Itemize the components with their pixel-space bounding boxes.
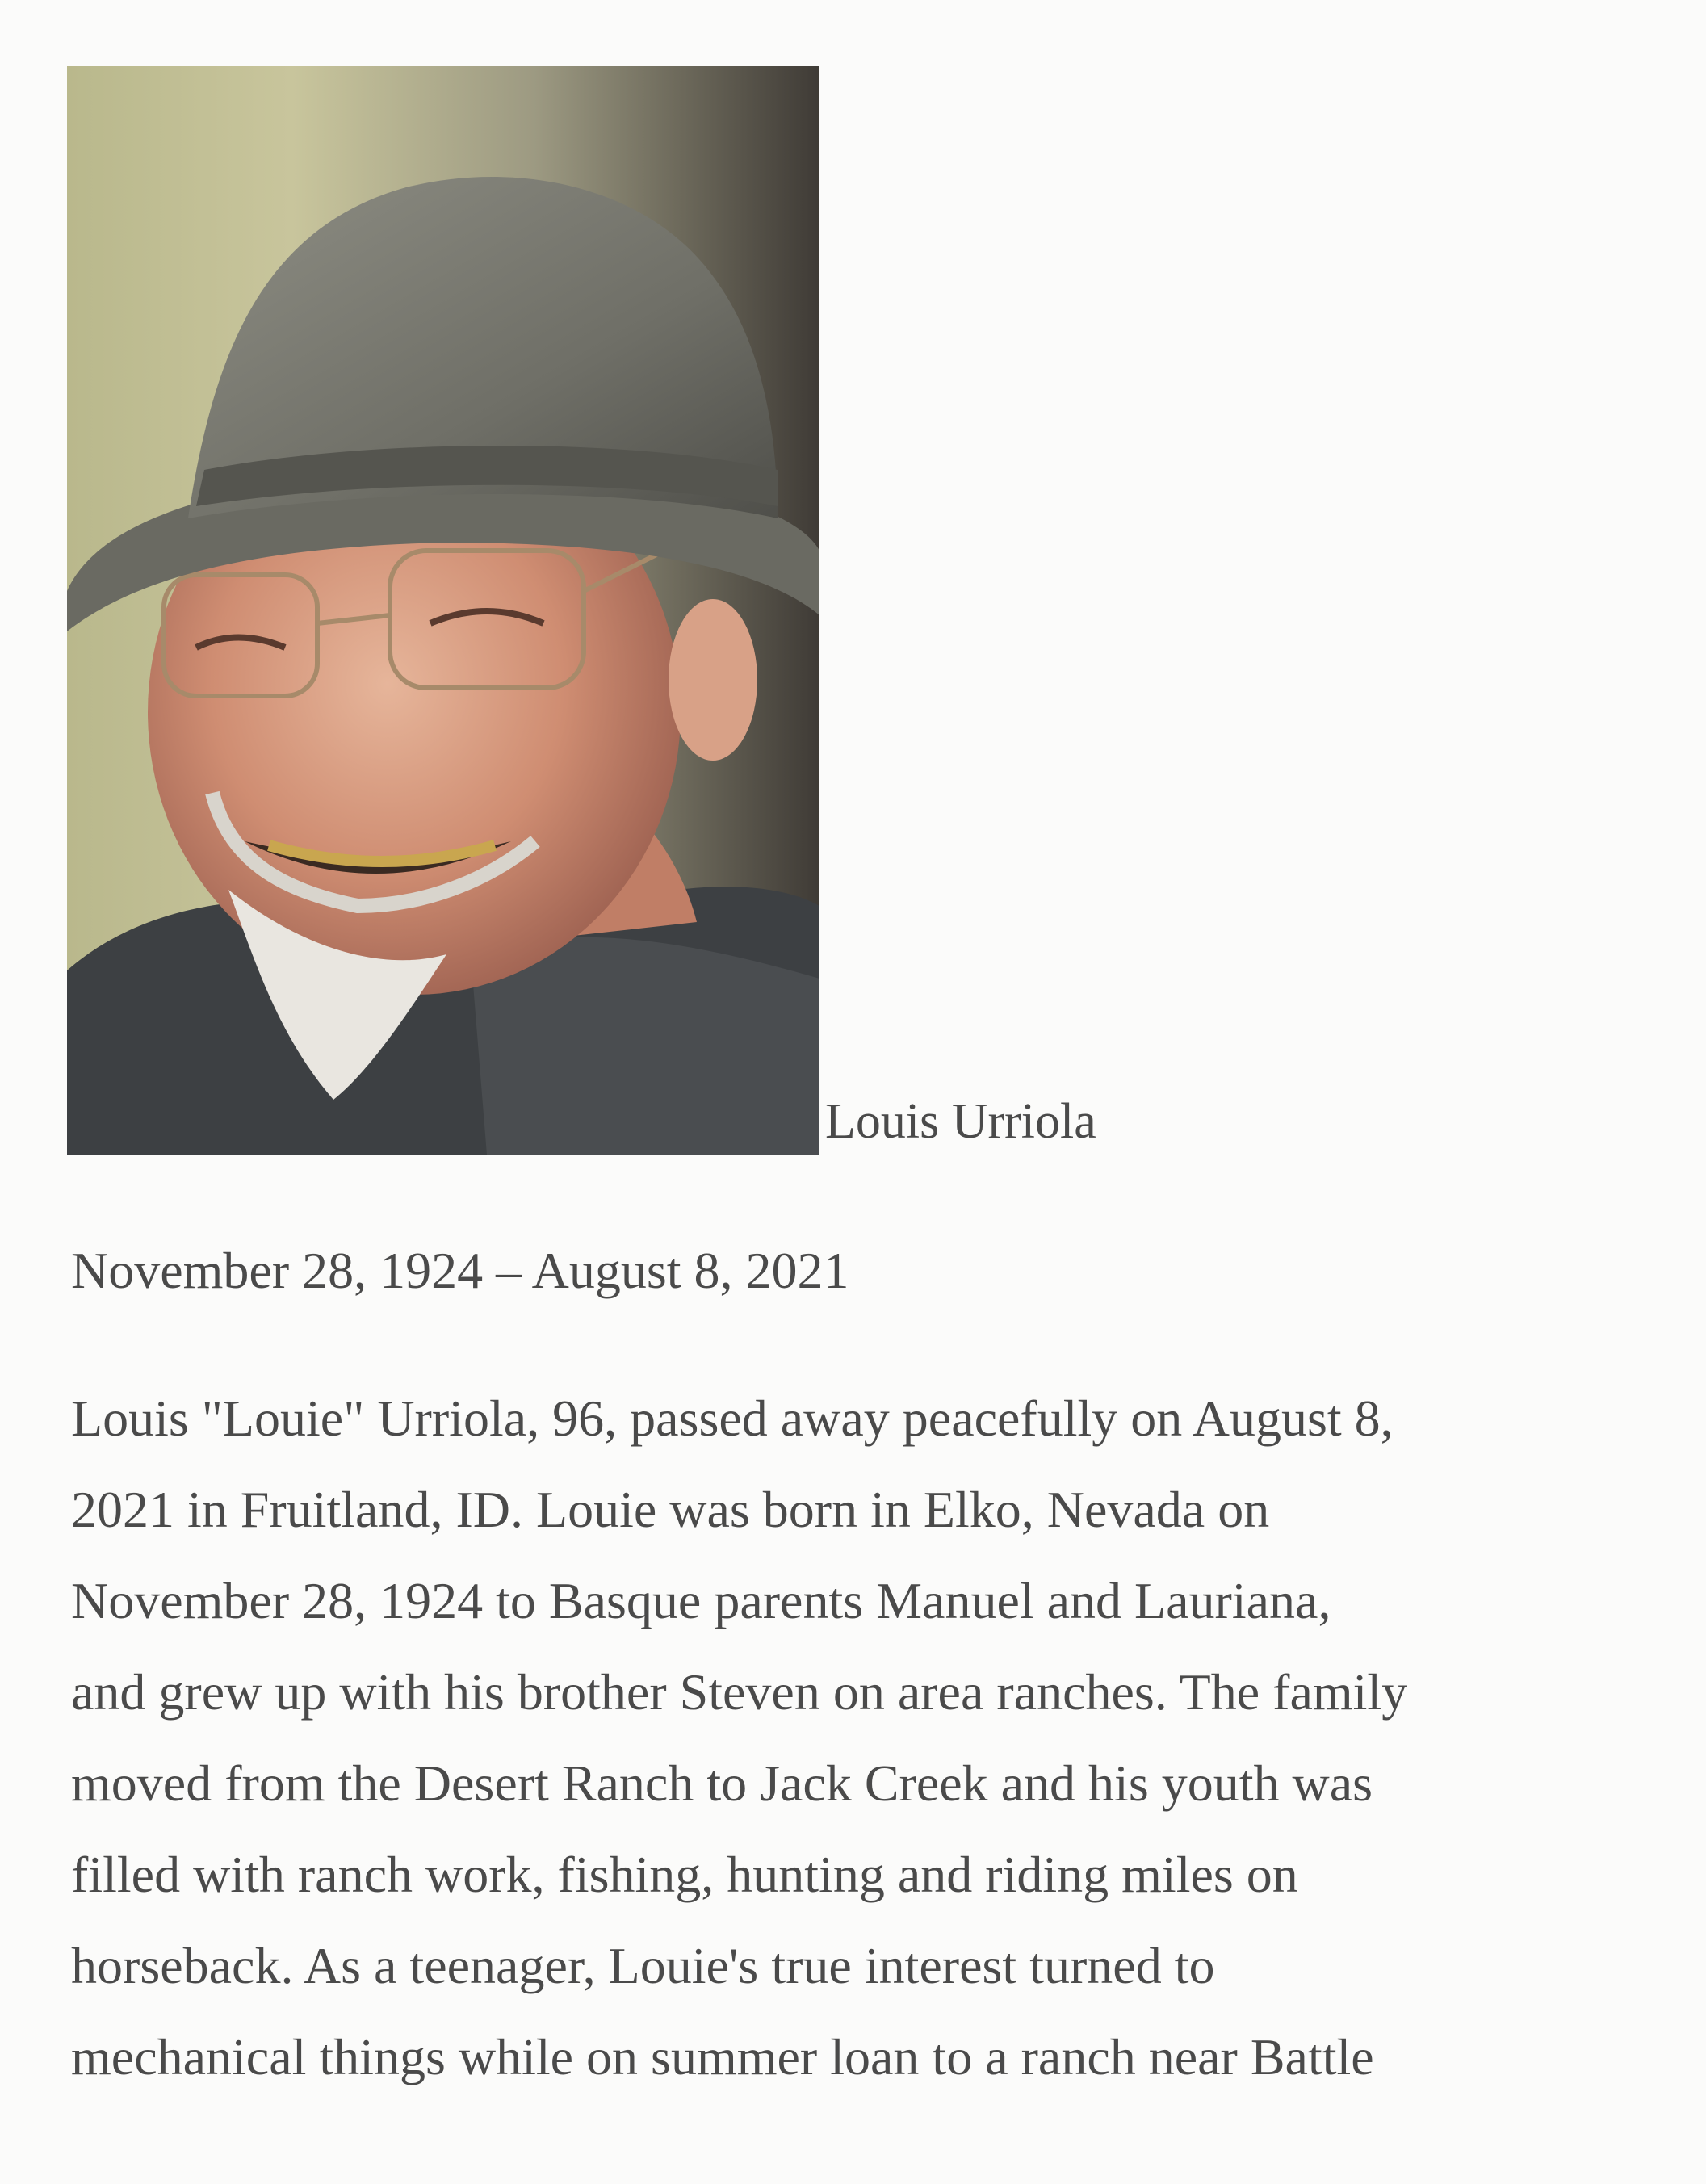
body-line: 2021 in Fruitland, ID. Louie was born in Elko, Nevada on [71, 1481, 1270, 1538]
portrait-photo [67, 66, 819, 1155]
obituary-body [71, 1373, 1702, 2102]
life-dates: November 28, 1924 – August 8, 2021 [71, 1242, 849, 1299]
body-line: Louis "Louie" Urriola, 96, passed away peacefully on August 8, [71, 1390, 1394, 1447]
body-line: moved from the Desert Ranch to Jack Creek and his youth was [71, 1754, 1373, 1812]
body-line: horseback. As a teenager, Louie's true interest turned to [71, 1937, 1215, 1994]
body-line: and grew up with his brother Steven on area ranches. The family [71, 1663, 1408, 1721]
body-line: mechanical things while on summer loan to a ranch near Battle [71, 2028, 1374, 2085]
portrait-photo-icon [67, 66, 819, 1155]
body-line: filled with ranch work, fishing, hunting and riding miles on [71, 1846, 1298, 1903]
obituary-name: Louis Urriola [825, 1094, 1096, 1149]
body-line: November 28, 1924 to Basque parents Manuel and Lauriana, [71, 1572, 1331, 1629]
